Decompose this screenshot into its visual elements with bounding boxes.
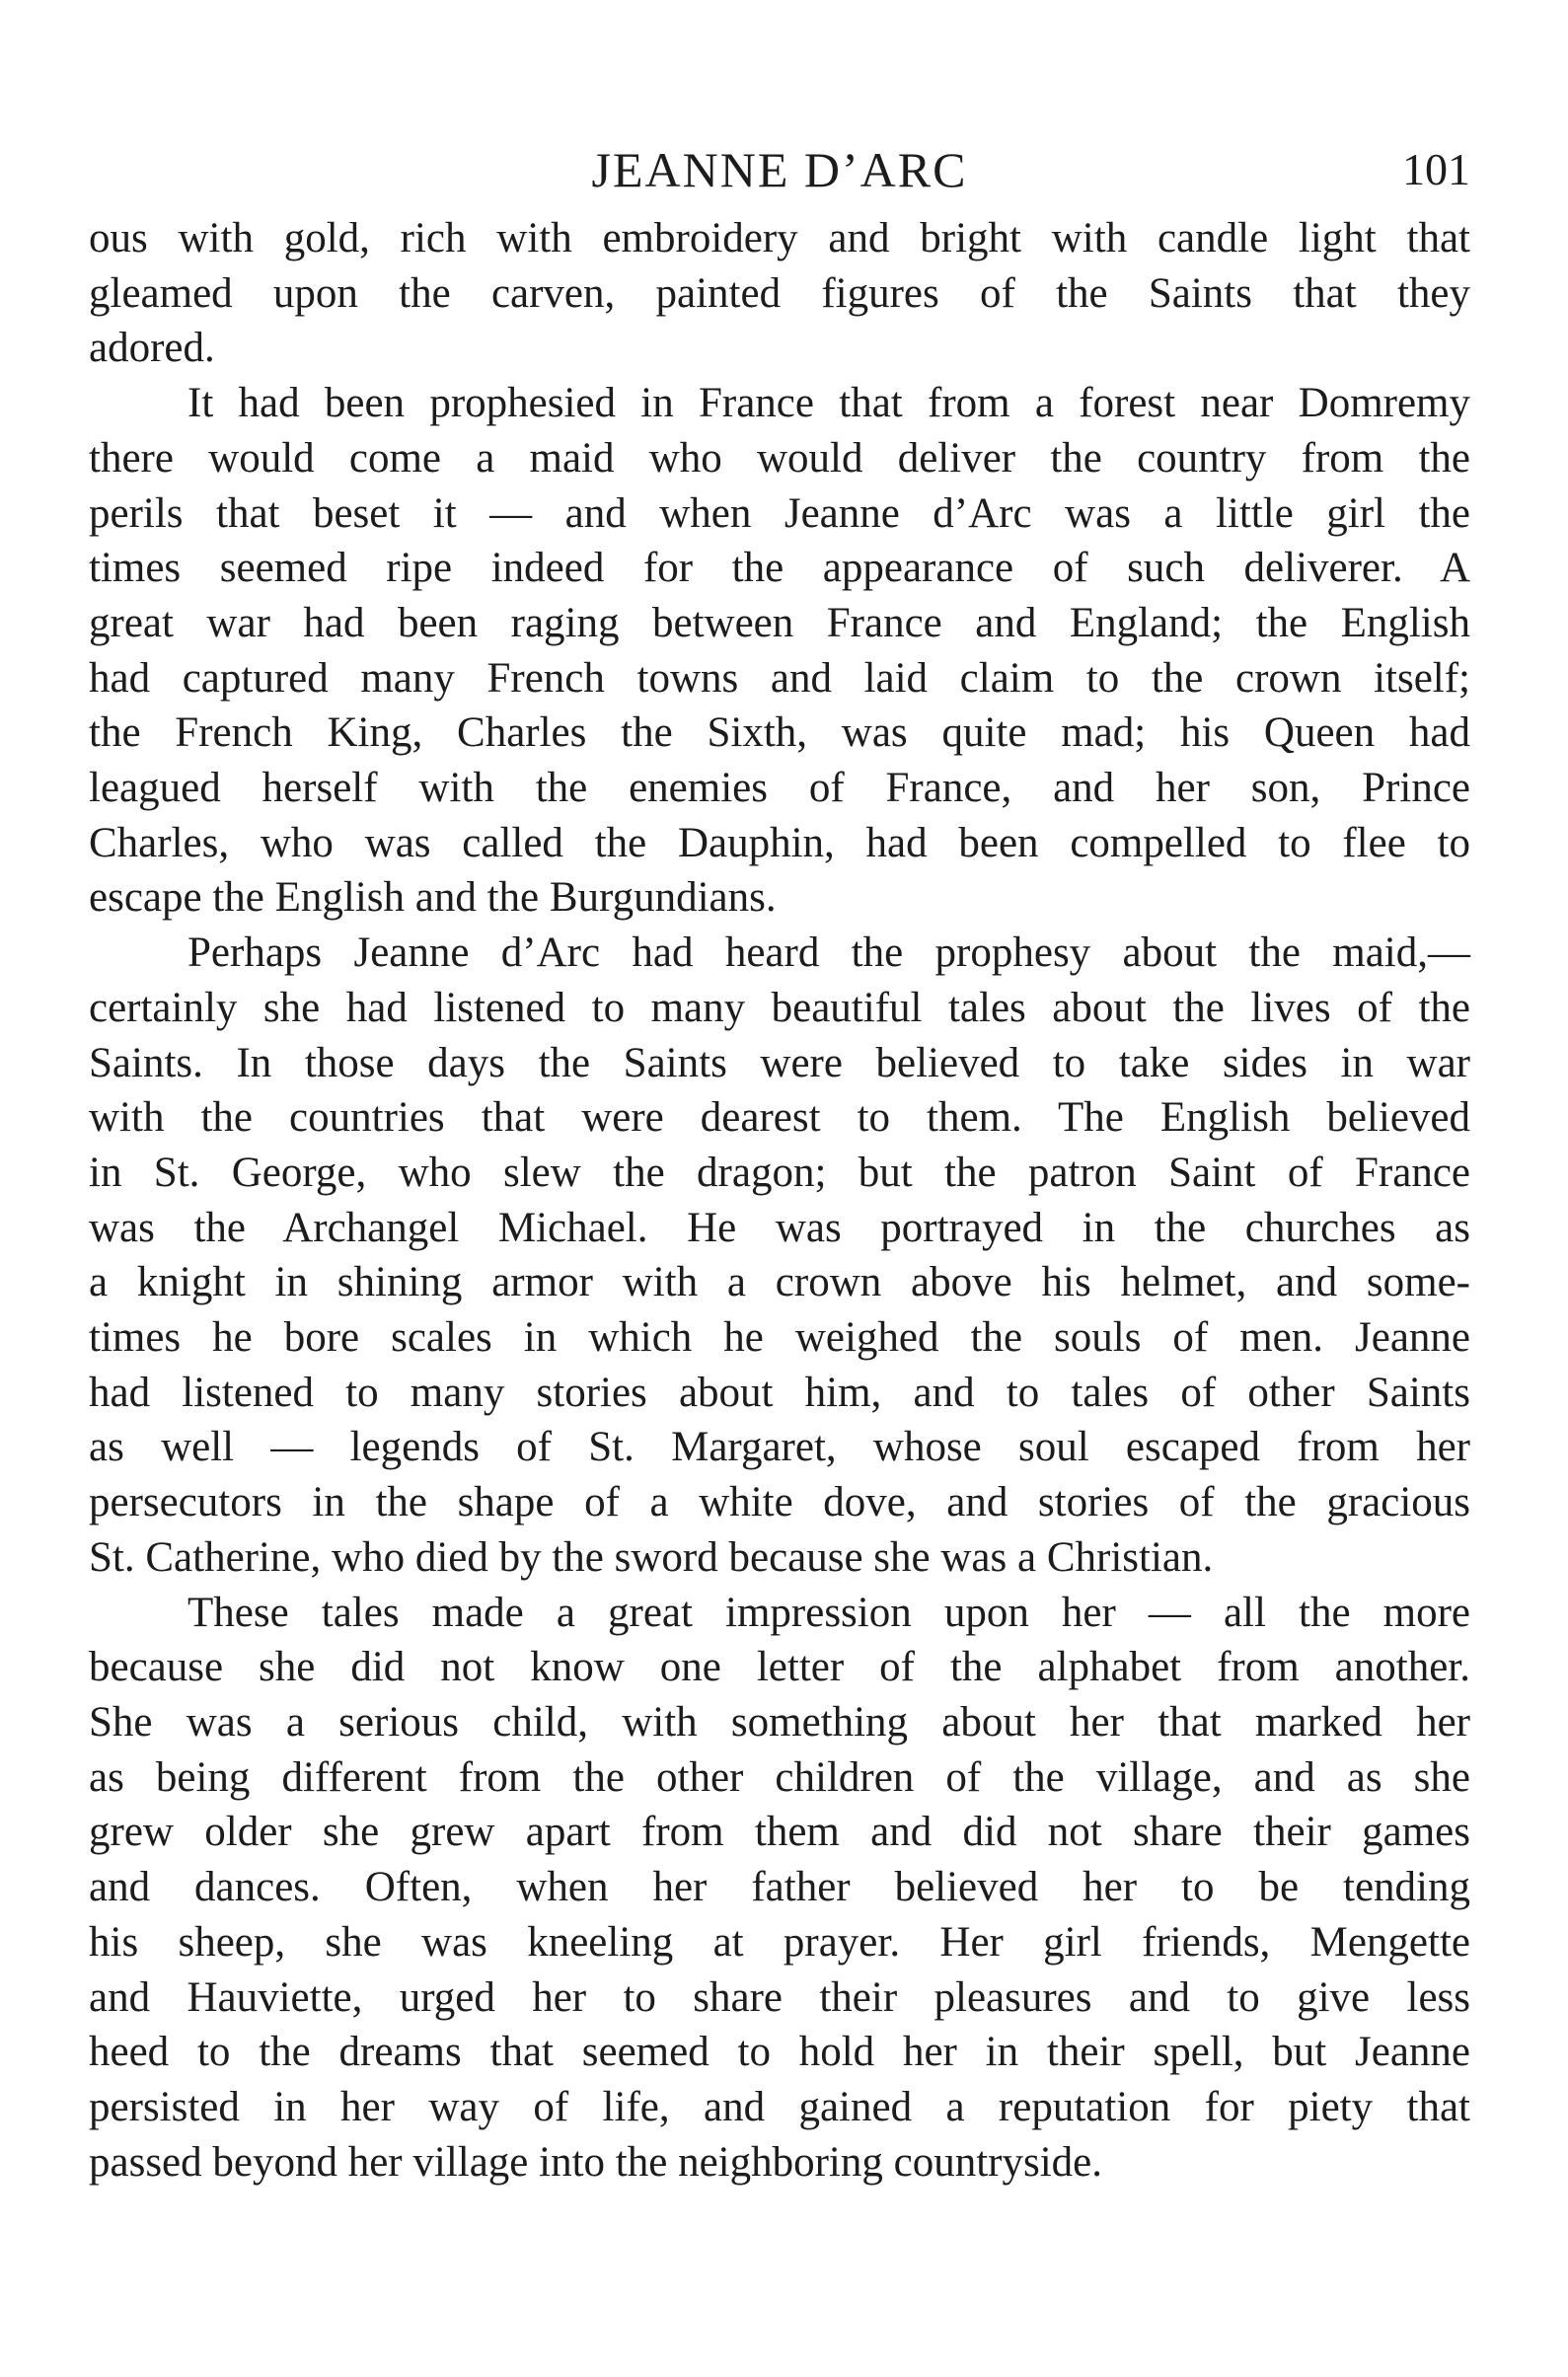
text-line: and dances. Often, when her father believed her to be tending [89,1864,1470,1911]
paragraph-4 [89,1586,1470,2191]
text-line: and Hauviette, urged her to share their pleasures and to give less [89,1973,1470,2021]
text-line: It had been prophesied in France that from a forest near Domremy [187,380,1470,427]
text-line: leagued herself with the enemies of France, and her son, Prince [89,765,1470,812]
text-line: his sheep, she was kneeling at prayer. Her girl friends, Mengette [89,1918,1470,1966]
text-line: with the countries that were dearest to them. The English believed [89,1094,1470,1142]
text-line: Saints. In those days the Saints were believed to take sides in war [89,1039,1470,1086]
text-line: escape the English and the Burgundians. [89,874,777,922]
text-line: persisted in her way of life, and gained a reputation for piety that [89,2083,1470,2130]
text-line: grew older she grew apart from them and did not share their games [89,1809,1470,1856]
paragraph-2 [89,376,1470,926]
text-line: because she did not know one letter of the alphabet from another. [89,1644,1470,1691]
running-title: JEANNE D’ARC [591,142,968,197]
text-line: there would come a maid who would deliver the country from the [89,434,1470,482]
text-line: heed to the dreams that seemed to hold her in their spell, but Jeanne [89,2029,1470,2076]
text-line: as being different from the other children of the village, and as she [89,1753,1470,1801]
text-line: had captured many French towns and laid claim to the crown itself; [89,654,1470,702]
text-line: certainly she had listened to many beautiful tales about the lives of the [89,984,1470,1031]
text-line: persecutors in the shape of a white dove, and stories of the gracious [89,1479,1470,1526]
text-line: times he bore scales in which he weighed the souls of men. Jeanne [89,1314,1470,1362]
running-head [89,138,1470,201]
text-line: ous with gold, rich with embroidery and bright with candle light that [89,215,1470,261]
text-line: as well — legends of St. Margaret, whose soul escaped from her [89,1424,1470,1471]
page-number: 101 [1402,144,1470,194]
text-line: the French King, Charles the Sixth, was quite mad; his Queen had [89,709,1470,757]
text-line: in St. George, who slew the dragon; but the patron Saint of France [89,1149,1470,1196]
text-line: Perhaps Jeanne d’Arc had heard the prophesy about the maid,— [187,929,1470,977]
paragraph-3 [89,926,1470,1585]
text-line: St. Catherine, who died by the sword because she was a Christian. [89,1533,1214,1581]
book-page [89,138,1470,2190]
text-line: times seemed ripe indeed for the appearance of such deliverer. A [89,545,1470,592]
text-line: Charles, who was called the Dauphin, had been compelled to flee to [89,819,1470,866]
text-line: had listened to many stories about him, and to tales of other Saints [89,1369,1470,1416]
text-line: was the Archangel Michael. He was portrayed in the churches as [89,1204,1470,1251]
text-line: gleamed upon the carven, painted figures of the Saints that they [89,269,1470,317]
body-text [89,211,1470,2190]
text-line: passed beyond her village into the neighboring countryside. [89,2138,1102,2186]
text-line: great war had been raging between France and England; the English [89,599,1470,646]
paragraph-1 [89,211,1470,376]
text-line: perils that beset it — and when Jeanne d’Arc was a little girl the [89,489,1470,537]
text-line: These tales made a great impression upon her — all the more [187,1589,1470,1636]
text-line: a knight in shining armor with a crown above his helmet, and some- [89,1259,1470,1306]
text-line: She was a serious child, with something about her that marked her [89,1698,1470,1746]
text-line: adored. [89,325,215,372]
